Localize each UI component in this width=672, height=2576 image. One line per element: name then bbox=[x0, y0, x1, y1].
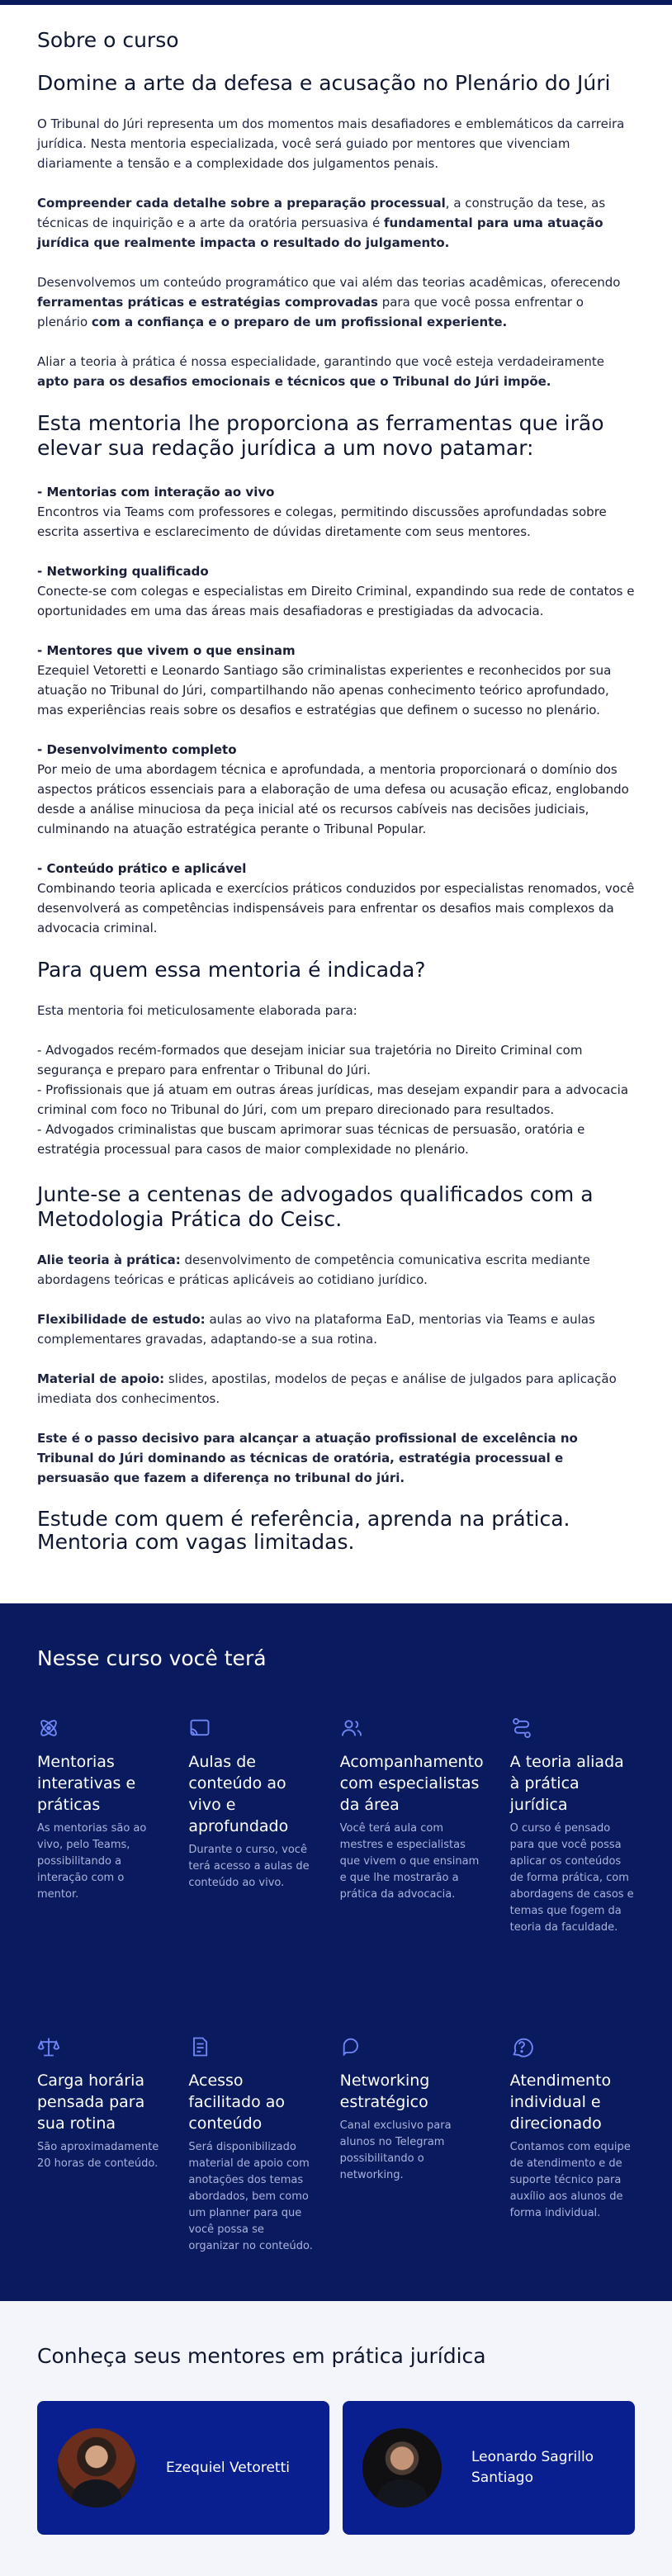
avatar bbox=[57, 2428, 136, 2507]
about-title: Domine a arte da defesa e acusação no Plenário do Júri bbox=[37, 71, 611, 95]
cast-icon bbox=[188, 1717, 215, 1743]
feature-card bbox=[188, 1717, 313, 1936]
mentors-section bbox=[0, 2301, 672, 2576]
feature-card bbox=[510, 1717, 635, 1936]
bold-text: fundamental para uma atuação jurídica que realmente impacta o resultado do julgamento. bbox=[37, 215, 603, 250]
text: para que você possa enfrentar o plenário bbox=[37, 295, 584, 329]
feature-card bbox=[340, 1717, 484, 1936]
mentors-heading: Conheça seus mentores em prática jurídica bbox=[37, 2344, 486, 2368]
features-section bbox=[0, 1603, 672, 2301]
tool-item bbox=[37, 641, 635, 720]
tool-title: - Desenvolvimento completo bbox=[37, 742, 237, 757]
audience-list bbox=[37, 1040, 635, 1159]
feature-title: Mentorias interativas e práticas bbox=[37, 1753, 136, 1814]
text: Desenvolvemos um conteúdo programático que vai além das teorias acadêmicas, oferecendo bbox=[37, 275, 621, 290]
feature-title: Networking estratégico bbox=[339, 2072, 430, 2111]
tool-text: Conecte-se com colegas e especialistas em Direito Criminal, expandindo sua rede de contatos e oportunidades em uma das áreas mais desafiadoras e prestigiadas da advocacia. bbox=[37, 584, 635, 618]
about-paragraph-3 bbox=[37, 272, 635, 332]
mentor-name: Ezequiel Vetoretti bbox=[166, 2459, 290, 2476]
audience-item: - Advogados recém-formados que desejam iniciar sua trajetória no Direito Criminal com segurança e preparo para enfrentar o Tribunal do Júri. bbox=[37, 1043, 583, 1077]
about-paragraph-1: O Tribunal do Júri representa um dos momentos mais desafiadores e emblemáticos da carreira jurídica. Nesta mentoria especializada, você será guiado por mentores que vivenciam diariamente a tensão e a complexidade dos julgamentos penais. bbox=[37, 116, 625, 171]
feature-card bbox=[37, 1717, 162, 1936]
bold-text: ferramentas práticas e estratégias comprovadas bbox=[37, 295, 378, 310]
bold-text: Flexibilidade de estudo: bbox=[37, 1312, 206, 1327]
about-paragraph-2 bbox=[37, 193, 635, 253]
feature-card bbox=[188, 2035, 313, 2255]
feature-title: Carga horária pensada para sua rotina bbox=[37, 2072, 145, 2133]
join-benefit-1 bbox=[37, 1250, 635, 1290]
bold-text: com a confiança e o preparo de um profissional experiente. bbox=[91, 315, 508, 329]
tool-item bbox=[37, 859, 635, 938]
atom-icon bbox=[37, 1717, 64, 1743]
audience-intro: Esta mentoria foi meticulosamente elaborada para: bbox=[37, 1003, 357, 1018]
feature-text: As mentorias são ao vivo, pelo Teams, possibilitando a interação com o mentor. bbox=[37, 1822, 147, 1901]
feature-title: A teoria aliada à prática jurídica bbox=[509, 1753, 624, 1814]
bold-text: Material de apoio: bbox=[37, 1371, 165, 1386]
mentor-name: Leonardo Sagrillo Santiago bbox=[471, 2449, 594, 2486]
feature-title: Atendimento individual e direcionado bbox=[509, 2072, 612, 2133]
about-heading: Sobre o curso bbox=[37, 28, 179, 52]
mentor-card[interactable] bbox=[343, 2401, 635, 2535]
feature-text: O curso é pensado para que você possa aplicar os conteúdos de forma prática, com abordagens de casos e temas que fogem da teoria da faculdade. bbox=[509, 1822, 634, 1934]
audience-heading: Para quem essa mentoria é indicada? bbox=[37, 958, 426, 982]
feature-title: Aulas de conteúdo ao vivo e aprofundado bbox=[188, 1753, 289, 1835]
tools-heading: Esta mentoria lhe proporciona as ferramentas que irão elevar sua redação jurídica a um novo patamar: bbox=[37, 411, 604, 460]
chat-icon bbox=[340, 2035, 367, 2062]
feature-card bbox=[37, 2035, 162, 2255]
tool-text: Encontros via Teams com professores e colegas, permitindo discussões aprofundadas sobre escrita assertiva e esclarecimento de dúvidas diretamente com seus mentores. bbox=[37, 504, 607, 539]
join-decisive bbox=[37, 1428, 635, 1488]
feature-card bbox=[510, 2035, 635, 2255]
join-heading: Junte-se a centenas de advogados qualificados com a Metodologia Prática do Ceisc. bbox=[37, 1182, 594, 1231]
about-paragraph-4 bbox=[37, 352, 635, 391]
feature-title: Acesso facilitado ao conteúdo bbox=[188, 2072, 286, 2133]
feature-text: São aproximadamente 20 horas de conteúdo. bbox=[37, 2141, 159, 2170]
closing-statement: Estude com quem é referência, aprenda na prática. Mentoria com vagas limitadas. bbox=[37, 1507, 570, 1554]
mentor-list bbox=[37, 2401, 635, 2535]
audience-item: - Profissionais que já atuam em outras áreas jurídicas, mas desejam expandir para a advocacia criminal com foco no Tribunal do Júri, com um preparo direcionado para resultados. bbox=[37, 1082, 629, 1117]
text: desenvolvimento de competência comunicativa escrita mediante abordagens teóricas e práticas aplicáveis ao cotidiano jurídico. bbox=[37, 1252, 590, 1287]
document-icon bbox=[188, 2035, 215, 2062]
feature-text: Canal exclusivo para alunos no Telegram possibilitando o networking. bbox=[339, 2119, 452, 2181]
tool-item bbox=[37, 482, 635, 542]
bold-text: Compreender cada detalhe sobre a preparação processual bbox=[37, 196, 446, 211]
avatar bbox=[362, 2428, 442, 2507]
mentor-card[interactable] bbox=[37, 2401, 329, 2535]
feature-text: Contamos com equipe de atendimento e de suporte técnico para auxílio aos alunos de forma individual. bbox=[509, 2141, 631, 2219]
feature-text: Durante o curso, você terá acesso a aulas de conteúdo ao vivo. bbox=[188, 1844, 310, 1889]
tool-item bbox=[37, 740, 635, 839]
bold-text: Alie teoria à prática: bbox=[37, 1252, 181, 1267]
users-icon bbox=[340, 1717, 367, 1743]
tool-text: Ezequiel Vetoretti e Leonardo Santiago são criminalistas experientes e reconhecidos por sua atuação no Tribunal do Júri, compartilhando não apenas conhecimento teórico aprofundado, mas experiências reais sobre os desafios e estratégias que definem o sucesso no plenário. bbox=[37, 663, 612, 717]
text: , a construção da tese, as técnicas de inquirição e a arte da oratória persuasiva é bbox=[37, 196, 606, 230]
audience-item: - Advogados criminalistas que buscam aprimorar suas técnicas de persuasão, oratória e estratégia processual para casos de maior complexidade no plenário. bbox=[37, 1122, 585, 1157]
join-benefit-3 bbox=[37, 1369, 635, 1409]
features-grid bbox=[37, 1717, 635, 2255]
feature-text: Você terá aula com mestres e especialistas que vivem o que ensinam e que lhe mostrarão a prática da advocacia. bbox=[339, 1822, 480, 1901]
tools-list bbox=[37, 482, 635, 938]
help-circle-icon bbox=[510, 2035, 537, 2062]
join-benefit-2 bbox=[37, 1309, 635, 1349]
scale-icon bbox=[37, 2035, 64, 2062]
tool-title: - Mentorias com interação ao vivo bbox=[37, 485, 275, 500]
features-heading: Nesse curso você terá bbox=[37, 1646, 267, 1670]
tool-item bbox=[37, 561, 635, 621]
feature-text: Será disponibilizado material de apoio com anotações dos temas abordados, bem como um planner para que você possa se organizar no conteúdo. bbox=[188, 2141, 313, 2252]
feature-title: Acompanhamento com especialistas da área bbox=[339, 1753, 484, 1814]
text: aulas ao vivo na plataforma EaD, mentorias via Teams e aulas complementares gravadas, adaptando-se a sua rotina. bbox=[37, 1312, 595, 1347]
feature-card bbox=[340, 2035, 484, 2255]
main-content bbox=[0, 5, 672, 1603]
tool-title: - Mentores que vivem o que ensinam bbox=[37, 643, 296, 658]
tool-text: Combinando teoria aplicada e exercícios práticos conduzidos por especialistas renomados, você desenvolverá as competências indispensáveis para enfrentar os desafios mais complexos da advocacia criminal. bbox=[37, 881, 635, 935]
tool-title: - Networking qualificado bbox=[37, 564, 209, 579]
route-icon bbox=[510, 1717, 537, 1743]
tool-text: Por meio de uma abordagem técnica e aprofundada, a mentoria proporcionará o domínio dos aspectos práticos essenciais para a elaboração de uma defesa ou acusação eficaz, englobando desde a análise minuciosa da peça inicial até os recursos cabíveis nas decisões judiciais, culminando na atuação estratégica perante o Tribunal Popular. bbox=[37, 762, 629, 836]
tool-title: - Conteúdo prático e aplicável bbox=[37, 861, 247, 876]
bold-text: Este é o passo decisivo para alcançar a atuação profissional de excelência no Tribunal do Júri dominando as técnicas de oratória, estratégia processual e persuasão que fazem a diferença no tribunal do júri. bbox=[37, 1431, 578, 1485]
bold-text: apto para os desafios emocionais e técnicos que o Tribunal do Júri impõe. bbox=[37, 374, 551, 389]
text: slides, apostilas, modelos de peças e análise de julgados para aplicação imediata dos conhecimentos. bbox=[37, 1371, 617, 1406]
text: Aliar a teoria à prática é nossa especialidade, garantindo que você esteja verdadeiramente bbox=[37, 354, 605, 369]
